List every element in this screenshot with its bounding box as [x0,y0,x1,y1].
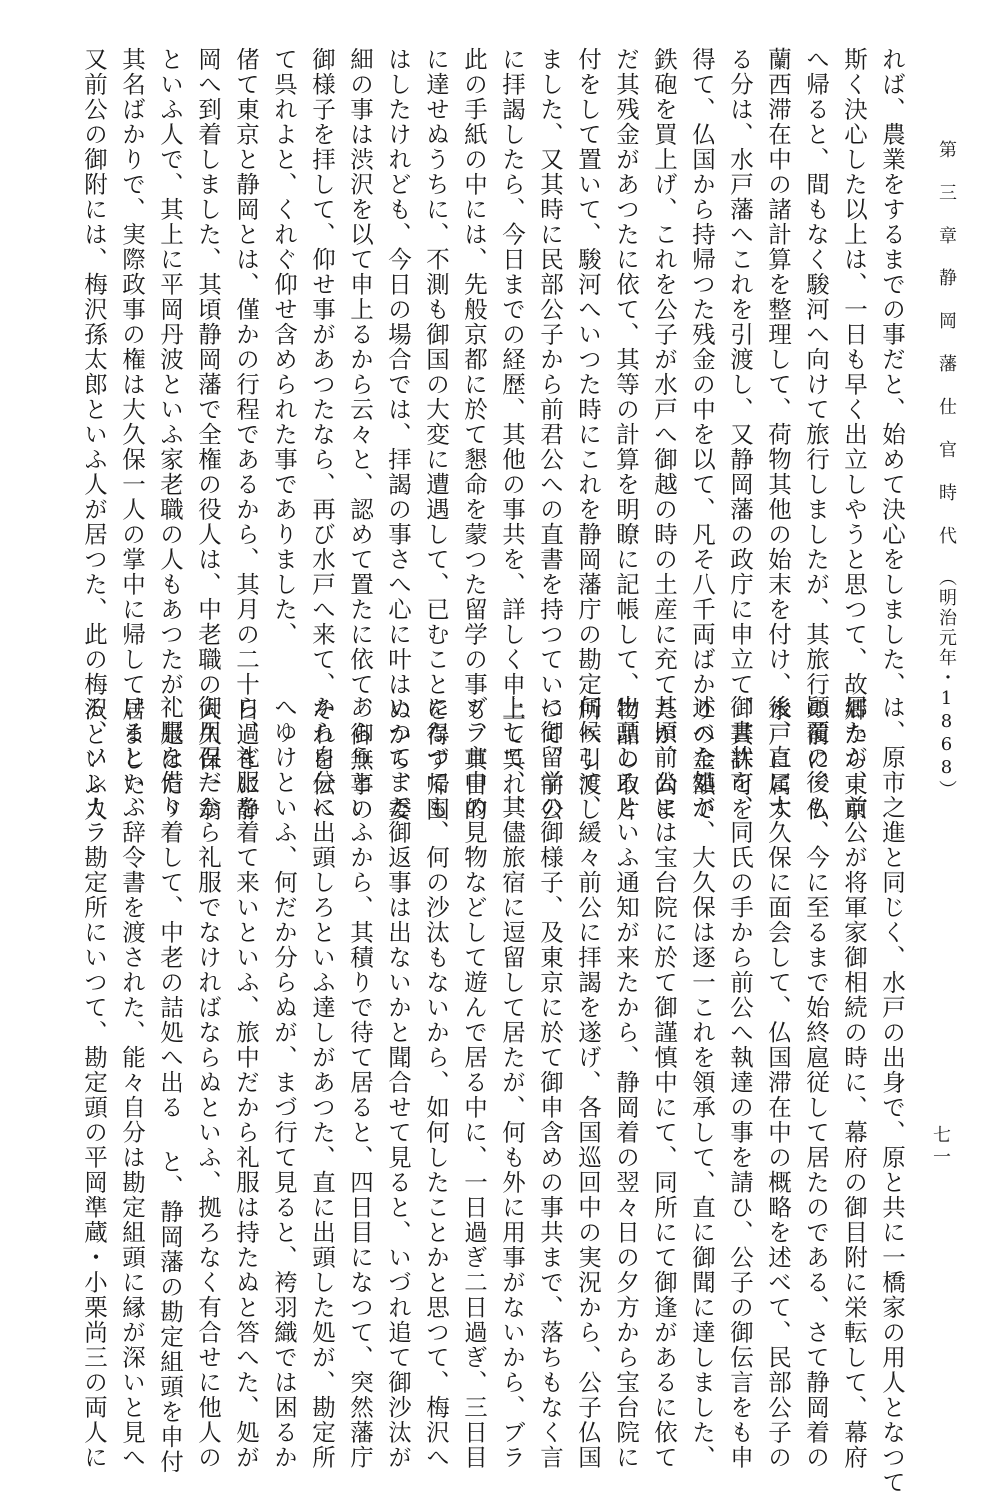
text-line: 顚覆の後も、今に至るまで始終扈従して居たのである、さて静岡着の [802,695,830,1470]
text-line: いつてまだ御返事は出ないかと聞合せて見ると、いづれ追て御沙汰が [384,695,412,1470]
chapter-label: 第 三 章 [936,140,957,246]
text-line: 蘭西滞在中の諸計算を整理して、荷物其他の始末を付け、水戸に属す [764,47,792,822]
text-line: 御用召だから礼服でなければならぬといふ、拠ろなく有合せに他人の [194,695,222,1470]
text-line: 岡へ到着しました、其頃静岡藩で全権の役人は、中老職の大久保一翁 [194,47,222,822]
text-line: から自分に出頭しろといふ達しがあつた、直に出頭した処が、勘定所 [308,695,336,1470]
text-line: ら、礼服を着て来いといふ、旅中だから礼服は持たぬと答へた、処が [232,695,260,1470]
text-line: はしたけれども、今日の場合では、拝謁の事さへ心に叶はぬから、委 [384,47,412,822]
text-line: 此の手紙の中には、先般京都に於て懇命を蒙つた留学の事も、其目的 [460,47,488,822]
text-line: だ其残金があつたに依て、其等の計算を明瞭に記帳して、物品の取片 [612,47,640,822]
text-line: 後、直に大久保に面会して、仏国滞在中の概略を述べて、民部公子の [764,695,792,1470]
text-line: へゆけといふ、何だか分らぬが、まづ行て見ると、袴羽織では困るか [270,695,298,1470]
text-line: 御様子を拝して、仰せ事があつたなら、再び水戸へ来て、それを伝へ [308,47,336,822]
page-number: 七一 [930,1125,951,1169]
text-line: 付をして置いて、駿河へいつた時にこれを静岡藩庁の勘定所へ引渡し [574,47,602,822]
era-label: （明治元年・1868） [936,568,957,800]
text-line: て呉れよと、くれぐ仰せ含められた事でありました、 [270,47,298,647]
text-line: といふ人で、其上に平岡丹波といふ家老職の人もあつたが、是はたゞ [156,47,184,822]
text-line: 細の事は渋沢を以て申上るから云々と、認めて置たに依て、御無事の [346,47,374,822]
text-line: 出頭しろといふ通知が来たから、静岡着の翌々日の夕方から宝台院に [612,695,640,1470]
text-line: 又前公の御附には、梅沢孫太郎といふ人が居つた、此の梅沢といふ人 [80,47,108,822]
text-line: 礼服を借り着して、中老の詰処へ出る と、静岡藩の勘定組頭を申付 [156,695,184,1475]
text-line: 上して、其儘旅宿に逗留して居たが、何も外に用事がないから、ブラ [498,695,526,1470]
text-line: ました、又其時に民部公子から前君公への直書を持つていつて、前公 [536,47,564,822]
text-line: る、ソレカラ勘定所にいつて、勘定頭の平岡準蔵・小栗尚三の両人に [80,695,108,1470]
text-line: 鉄砲を買上げ、これを公子が水戸へ御越の時の土産に充てたが、尚ま [650,47,678,822]
text-line: 偖て東京と静岡とは、僅かの行程であるから、其月の二十日過ぎに静 [232,47,260,822]
text-line: 居たが、前公が将軍家御相続の時に、幕府の御目附に栄転して、幕府 [840,695,868,1470]
text-line: る分は、水戸藩へこれを引渡し、又静岡藩の政庁に申立て、其許可を [726,47,754,822]
upper-text-block [75,47,911,822]
text-line: になつても、何の沙汰もないから、如何したことかと思つて、梅沢へ [422,695,450,1470]
lower-text-block [75,695,911,1495]
text-line: ブラ市中の見物などして遊んで居る中に、一日過ぎ二日過ぎ、三日目 [460,695,488,1470]
text-line: へ帰ると、間もなく駿河へ向けて旅行しましたが、其旅行の前に、仏 [802,47,830,822]
text-line: に達せぬうちに、不測も御国の大変に遭遇して、已むことを得ず帰国 [422,47,450,822]
running-head [933,140,959,800]
chapter-title: 静 岡 藩 仕 官 時 代 [936,268,957,546]
text-line: 御書状を、同氏の手から前公へ執達の事を請ひ、公子の御伝言をも申 [726,695,754,1470]
text-line: に御留学の御様子、及東京に於て御申含めの事共まで、落ちもなく言 [536,695,564,1470]
text-line: 得て、仏国から持帰つた残金の中を以て、凡そ八千両ばかりの金額で [688,47,716,822]
text-line: あらうといふから、其積りで待て居ると、四日目になつて、突然藩庁 [346,695,374,1470]
text-line: 伺候して、緩々前公に拝謁を遂げ、各国巡回中の実況から、公子仏国 [574,695,602,1470]
text-line: 其頃前公には宝台院に於て御謹慎中にて、同所にて御逢があるに依て [650,695,678,1470]
text-line: 斯く決心した以上は、一日も早く出立しやうと思つて、故郷から東京 [840,47,868,822]
text-line: に拝謁したら、今日までの経歴、其他の事共を、詳しく申上て呉れ、 [498,47,526,822]
text-line: れば、農業をするまでの事だと、始めて決心をしました、 [878,47,906,697]
text-line: 述べた処が、大久保は逐一これを領承して、直に御聞に達しました、 [688,695,716,1470]
text-line: 其名ばかりで、実際政事の権は大久保一人の掌中に帰して居ました、 [118,47,146,822]
text-line: けるといふ辞令書を渡された、能々自分は勘定組頭に縁が深いと見へ [118,695,146,1470]
text-line: は、原市之進と同じく、水戸の出身で、原と共に一橋家の用人となつて [878,695,906,1495]
